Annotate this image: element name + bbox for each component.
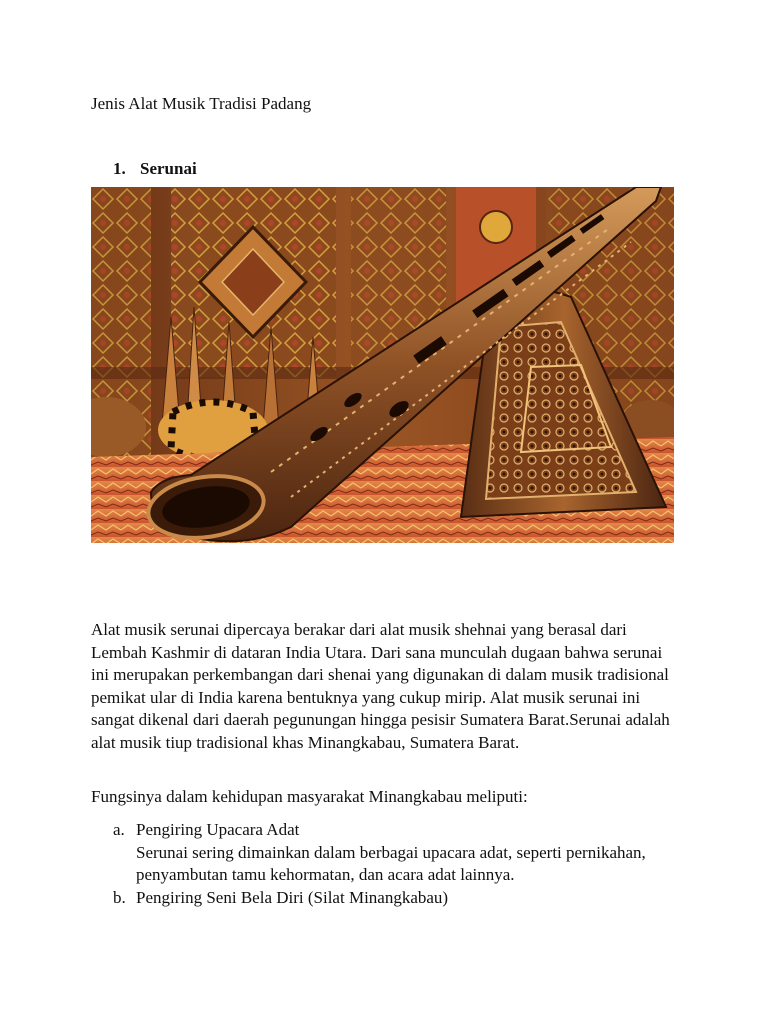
textile-ornament [480, 211, 512, 243]
list-item-description: Serunai sering dimainkan dalam berbagai upacara adat, seperti pernikahan, penyambutan tamu kehormatan, dan acara adat lainnya. [136, 842, 646, 885]
list-marker: a. [113, 820, 125, 839]
section-heading [113, 158, 197, 180]
list-item-title: Pengiring Seni Bela Diri (Silat Minangkabau) [136, 887, 449, 907]
serunai-image [91, 187, 674, 543]
section-title: Serunai [140, 159, 197, 178]
list-marker: b. [113, 887, 126, 907]
section-number: 1. [113, 159, 126, 178]
serunai-illustration [91, 187, 674, 543]
intro-paragraph: Alat musik serunai dipercaya berakar dari alat musik shehnai yang berasal dari Lembah Kashmir di dataran India Utara. Dari sana munculah dugaan bahwa serunai ini merupakan perkembangan dari shenai yang digunakan di dalam musik tradisional pemikat ular di India karena bentuknya yang cukup mirip. Alat musik serunai ini sangat dikenal dari daerah pegunungan hingga pesisir Sumatera Barat.Serunai adalah alat musik tiup tradisional khas Minangkabau, Sumatera Barat. [91, 620, 670, 752]
function-intro-paragraph: Fungsinya dalam kehidupan masyarakat Minangkabau meliputi: [91, 787, 528, 806]
function-list [91, 819, 681, 909]
list-item [91, 819, 681, 887]
list-item-title: Pengiring Upacara Adat [136, 820, 300, 839]
list-item [91, 887, 681, 910]
document-title: Jenis Alat Musik Tradisi Padang [91, 94, 312, 113]
